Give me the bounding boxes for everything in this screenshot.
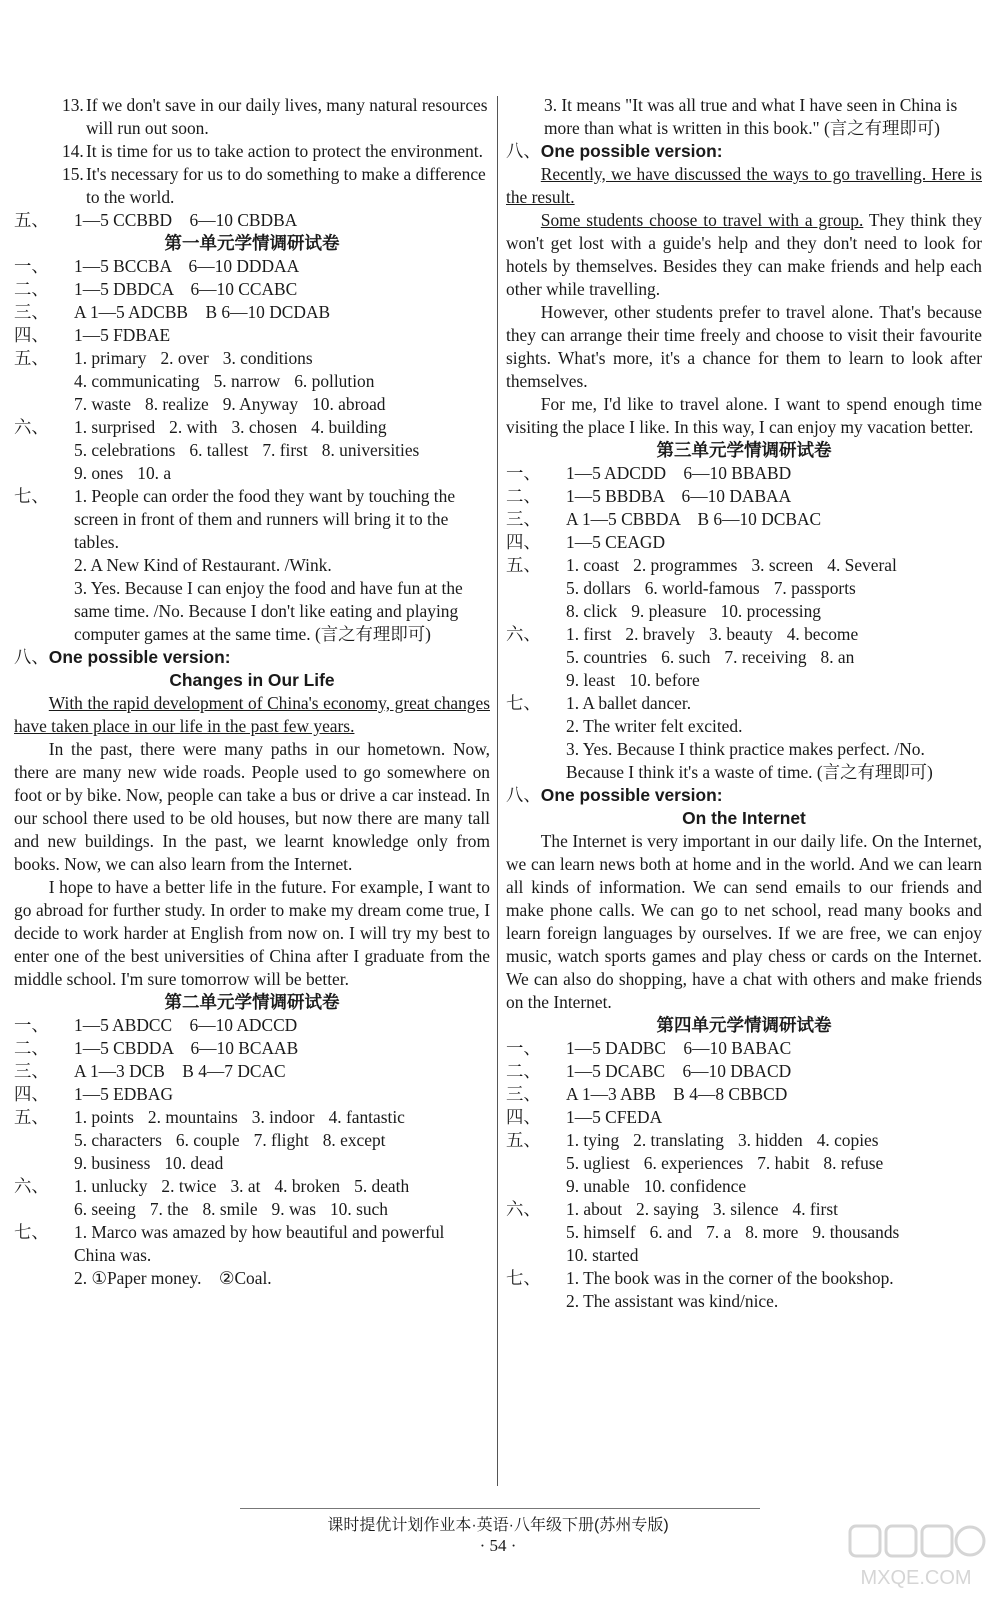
section-mark: 六、 bbox=[506, 1199, 541, 1219]
word-answer: 1. first bbox=[566, 624, 612, 644]
word-answer: 2. with bbox=[169, 417, 218, 437]
word-answer: 8. an bbox=[820, 647, 855, 667]
word-answer: 10. started bbox=[566, 1245, 639, 1265]
answer-text: It is time for us to take action to protect the environment. bbox=[86, 141, 483, 161]
word-row bbox=[506, 1198, 982, 1221]
word-answer: 7. a bbox=[706, 1222, 732, 1242]
section-mark: 四、 bbox=[506, 1107, 541, 1127]
word-row bbox=[506, 1221, 982, 1244]
question-answer bbox=[14, 554, 490, 577]
section-mark: 三、 bbox=[14, 302, 49, 322]
word-answer: 7. waste bbox=[74, 394, 131, 414]
word-answer: 8. realize bbox=[145, 394, 209, 414]
spacer bbox=[666, 463, 683, 483]
word-row bbox=[14, 370, 490, 393]
essay-text: With the rapid development of China's economy, great changes have taken place in our life in the past few years. bbox=[14, 693, 490, 736]
answer-b: 6—10 BCAAB bbox=[190, 1038, 299, 1058]
word-row bbox=[14, 1175, 490, 1198]
answer-a: A 1—3 ABB bbox=[566, 1084, 656, 1104]
word-answer: 2. programmes bbox=[633, 555, 738, 575]
word-answer: 9. thousands bbox=[812, 1222, 900, 1242]
word-list bbox=[74, 416, 387, 439]
word-answer: 6. and bbox=[649, 1222, 693, 1242]
word-answer: 9. Anyway bbox=[222, 394, 299, 414]
watermark-text: MXQE.COM bbox=[860, 1567, 972, 1589]
word-answer: 5. dollars bbox=[566, 578, 631, 598]
word-answer: 2. saying bbox=[636, 1199, 699, 1219]
word-answer: 4. building bbox=[311, 417, 387, 437]
word-answer: 3. hidden bbox=[737, 1130, 803, 1150]
answer-b: 6—10 DDDAA bbox=[188, 256, 300, 276]
numbered-answer bbox=[14, 140, 490, 163]
spacer bbox=[665, 1061, 682, 1081]
word-answer: 9. pleasure bbox=[631, 601, 707, 621]
word-answer: 5. characters bbox=[74, 1130, 162, 1150]
section-mark: 五、 bbox=[14, 1107, 49, 1127]
section-mark: 五、 bbox=[506, 1130, 541, 1150]
version-label: One possible version: bbox=[540, 141, 723, 161]
word-answer: 8. smile bbox=[202, 1199, 258, 1219]
word-answer: 1. unlucky bbox=[74, 1176, 148, 1196]
section-mark: 四、 bbox=[14, 1084, 49, 1104]
spacer bbox=[173, 279, 190, 299]
word-answer: 1. about bbox=[566, 1199, 623, 1219]
word-row bbox=[506, 646, 982, 669]
word-row bbox=[14, 1152, 490, 1175]
numbered-answer bbox=[14, 94, 490, 140]
word-row bbox=[506, 577, 982, 600]
unit-title: 第四单元学情调研试卷 bbox=[656, 1015, 832, 1035]
word-answer: 6. couple bbox=[175, 1130, 240, 1150]
answer-row bbox=[506, 485, 982, 508]
word-answer: 9. business bbox=[74, 1153, 151, 1173]
word-answer: 7. habit bbox=[757, 1153, 810, 1173]
footer-rule bbox=[240, 1508, 760, 1509]
answer-row bbox=[506, 1083, 982, 1106]
answer-number: 13. bbox=[62, 95, 84, 115]
word-answer: 3. conditions bbox=[222, 348, 313, 368]
answer-a: 1—5 ADCDD bbox=[566, 463, 667, 483]
answer-b: 6—10 BABAC bbox=[683, 1038, 792, 1058]
question-answer bbox=[506, 1290, 982, 1313]
word-list bbox=[566, 669, 700, 692]
answer-row bbox=[14, 1037, 490, 1060]
word-answer: 4. Several bbox=[827, 555, 897, 575]
section-mark: 三、 bbox=[506, 509, 541, 529]
word-row bbox=[506, 623, 982, 646]
spacer bbox=[664, 486, 681, 506]
word-answer: 7. the bbox=[149, 1199, 189, 1219]
answer-a: 1—5 CEAGD bbox=[566, 532, 666, 552]
word-answer: 7. passports bbox=[773, 578, 856, 598]
answer-b: 6—10 ADCCD bbox=[189, 1015, 298, 1035]
answer-a: 1—5 CCBBD bbox=[74, 210, 173, 230]
answer-a: 1—5 CFEDA bbox=[566, 1107, 663, 1127]
answer-text: 1. Marco was amazed by how beautiful and powerful China was. bbox=[74, 1222, 445, 1265]
answer-a: 1—5 BBDBA bbox=[566, 486, 665, 506]
answer-text: 3. It means "It was all true and what I have seen in China is more than what is written in this book." (言之有理即可) bbox=[544, 95, 958, 138]
essay-title: Changes in Our Life bbox=[169, 670, 335, 690]
watermark-logo bbox=[846, 1522, 986, 1594]
answer-text: 1. The book was in the corner of the bookshop. bbox=[566, 1268, 894, 1288]
word-row bbox=[14, 1106, 490, 1129]
essay-text: However, other students prefer to travel alone. That's because they can arrange their time freely and choose to visit their favourite sights. What's more, it's a chance for them to learn to look after themselves. bbox=[506, 302, 982, 391]
word-answer: 8. except bbox=[322, 1130, 386, 1150]
word-answer: 7. first bbox=[262, 440, 308, 460]
essay-paragraph bbox=[14, 692, 490, 738]
answer-number: 15. bbox=[62, 164, 84, 184]
answer-a: 1—5 BCCBA bbox=[74, 256, 172, 276]
word-answer: 4. first bbox=[792, 1199, 838, 1219]
word-answer: 1. primary bbox=[74, 348, 147, 368]
unit-title: 第一单元学情调研试卷 bbox=[164, 233, 340, 253]
answer-text: 2. ①Paper money. ②Coal. bbox=[74, 1268, 272, 1288]
word-answer: 2. bravely bbox=[625, 624, 695, 644]
word-answer: 10. such bbox=[329, 1199, 388, 1219]
word-list bbox=[74, 439, 419, 462]
word-answer: 8. universities bbox=[321, 440, 420, 460]
word-answer: 4. fantastic bbox=[328, 1107, 405, 1127]
answer-a: 1—5 ABDCC bbox=[74, 1015, 173, 1035]
left-column bbox=[14, 94, 490, 1290]
answer-b: 6—10 CBDBA bbox=[189, 210, 298, 230]
word-answer: 1. points bbox=[74, 1107, 134, 1127]
word-list bbox=[566, 1198, 838, 1221]
answer-b: B 4—7 DCAC bbox=[182, 1061, 286, 1081]
section-mark: 一、 bbox=[14, 256, 49, 276]
answer-text: 2. A New Kind of Restaurant. /Wink. bbox=[74, 555, 332, 575]
essay-title: On the Internet bbox=[682, 808, 806, 828]
section-mark: 一、 bbox=[506, 1038, 541, 1058]
word-answer: 5. ugliest bbox=[566, 1153, 630, 1173]
answer-text: 1. A ballet dancer. bbox=[566, 693, 692, 713]
answer-row bbox=[14, 1014, 490, 1037]
word-row bbox=[506, 1129, 982, 1152]
word-answer: 10. abroad bbox=[312, 394, 386, 414]
answer-a: 1—5 DADBC bbox=[566, 1038, 667, 1058]
section-mark: 七、 bbox=[14, 1222, 49, 1242]
section-mark: 三、 bbox=[14, 1061, 49, 1081]
section-mark: 六、 bbox=[14, 417, 49, 437]
section-mark: 六、 bbox=[14, 1176, 49, 1196]
word-answer: 5. himself bbox=[566, 1222, 636, 1242]
word-list bbox=[74, 1106, 405, 1129]
word-answer: 6. tallest bbox=[189, 440, 249, 460]
word-row bbox=[506, 1175, 982, 1198]
answer-row bbox=[14, 301, 490, 324]
spacer bbox=[172, 210, 189, 230]
essay-paragraph bbox=[506, 393, 982, 439]
word-answer: 9. ones bbox=[74, 463, 124, 483]
question-answer bbox=[506, 692, 982, 715]
section-mark: 一、 bbox=[14, 1015, 49, 1035]
section-mark: 二、 bbox=[506, 486, 541, 506]
word-list bbox=[74, 462, 171, 485]
section-mark: 二、 bbox=[14, 279, 49, 299]
essay bbox=[506, 830, 982, 1014]
essay-paragraph bbox=[506, 163, 982, 209]
essay-text: In the past, there were many paths in our hometown. Now, there are many new wide roads. People used to go somewhere on foot or by bike. Now, people can take a bus or drive a car instead. In our school there used to be old houses, but now there are many tall and new buildings. In the past, we learnt knowledge only from books. Now, we can also learn from the Internet. bbox=[14, 739, 490, 874]
spacer bbox=[188, 302, 205, 322]
spacer bbox=[666, 1038, 683, 1058]
word-row bbox=[506, 1152, 982, 1175]
word-list bbox=[566, 600, 821, 623]
section-mark: 七、 bbox=[506, 1268, 541, 1288]
answer-row bbox=[14, 1060, 490, 1083]
word-answer: 3. at bbox=[230, 1176, 261, 1196]
word-answer: 7. flight bbox=[253, 1130, 309, 1150]
answer-row bbox=[506, 462, 982, 485]
essay-text: Some students choose to travel with a group. bbox=[540, 210, 864, 230]
word-answer: 8. refuse bbox=[823, 1153, 884, 1173]
answer-b: 6—10 CCABC bbox=[190, 279, 298, 299]
question-answer bbox=[506, 715, 982, 738]
essay-text: The Internet is very important in our daily life. On the Internet, we can learn news both at home and in the world. And we can learn all kinds of information. We can send emails to our friends and make phone calls. We can go to net school, read many books and learn foreign languages by ourselves. If we are free, we can enjoy music, watch sports games and play chess or cards on the Internet. We can also do shopping, have a chat with others and make friends on the Internet. bbox=[506, 831, 982, 1012]
right-column bbox=[506, 94, 982, 1313]
word-list bbox=[566, 1152, 883, 1175]
word-answer: 4. broken bbox=[274, 1176, 341, 1196]
word-row bbox=[14, 393, 490, 416]
section-mark: 八、 bbox=[506, 141, 541, 161]
word-list bbox=[74, 347, 313, 370]
question-answer bbox=[14, 1267, 490, 1290]
answer-text: 3. Yes. Because I think practice makes perfect. /No. Because I think it's a waste of time. (言之有理即可) bbox=[566, 739, 933, 782]
spacer bbox=[656, 1084, 673, 1104]
column-divider bbox=[497, 96, 498, 1486]
word-answer: 7. receiving bbox=[724, 647, 807, 667]
word-answer: 2. mountains bbox=[147, 1107, 238, 1127]
question-answer bbox=[14, 577, 490, 646]
essay-text: I hope to have a better life in the future. For example, I want to go abroad for further study. In order to make my dream come true, I decide to work harder at English from now on. I will try my best to enter one of the best universities of China after I graduate from the middle school. I'm sure tomorrow will be better. bbox=[14, 877, 490, 989]
spacer bbox=[173, 1038, 190, 1058]
word-answer: 4. communicating bbox=[74, 371, 200, 391]
answer-row bbox=[14, 1083, 490, 1106]
essay-paragraph bbox=[14, 738, 490, 876]
essay-text: Recently, we have discussed the ways to go travelling. Here is the result. bbox=[506, 164, 982, 207]
word-answer: 10. processing bbox=[720, 601, 821, 621]
section-mark: 二、 bbox=[14, 1038, 49, 1058]
word-list bbox=[74, 1152, 223, 1175]
answer-b: 6—10 BBABD bbox=[683, 463, 792, 483]
numbered-answer bbox=[14, 163, 490, 209]
unit-title: 第二单元学情调研试卷 bbox=[164, 992, 340, 1012]
spacer bbox=[172, 1015, 189, 1035]
word-answer: 3. screen bbox=[751, 555, 814, 575]
essay-text: They think they won't get lost with a guide's help and they don't need to look for hotels by themselves. Besides they can make friends and help each other while travelling. bbox=[506, 210, 982, 299]
word-answer: 9. was bbox=[271, 1199, 316, 1219]
word-answer: 6. such bbox=[661, 647, 711, 667]
essay-paragraph bbox=[14, 876, 490, 991]
word-answer: 5. narrow bbox=[213, 371, 281, 391]
essay bbox=[506, 163, 982, 439]
section-mark: 八、 bbox=[14, 647, 49, 667]
spacer bbox=[165, 1061, 182, 1081]
answer-b: 6—10 DBACD bbox=[682, 1061, 792, 1081]
word-answer: 1. coast bbox=[566, 555, 620, 575]
version-row bbox=[506, 784, 982, 807]
word-row bbox=[14, 347, 490, 370]
word-list bbox=[566, 1175, 746, 1198]
answer-row bbox=[14, 255, 490, 278]
section-mark: 七、 bbox=[506, 693, 541, 713]
word-answer: 5. countries bbox=[566, 647, 648, 667]
question-answer bbox=[506, 1267, 982, 1290]
word-row bbox=[506, 554, 982, 577]
word-answer: 4. copies bbox=[816, 1130, 879, 1150]
word-answer: 10. before bbox=[629, 670, 700, 690]
answer-number: 14. bbox=[62, 141, 84, 161]
essay-paragraph bbox=[506, 830, 982, 1014]
answer-row bbox=[506, 1106, 982, 1129]
section-mark: 二、 bbox=[506, 1061, 541, 1081]
word-list bbox=[74, 393, 386, 416]
section-mark: 八、 bbox=[506, 785, 541, 805]
essay-paragraph bbox=[506, 209, 982, 301]
word-list bbox=[566, 1221, 899, 1244]
word-answer: 3. beauty bbox=[708, 624, 773, 644]
answer-row bbox=[506, 531, 982, 554]
word-answer: 4. become bbox=[786, 624, 859, 644]
version-row bbox=[14, 646, 490, 669]
word-list bbox=[566, 623, 858, 646]
word-list bbox=[566, 1244, 638, 1267]
word-row bbox=[14, 1198, 490, 1221]
version-label: One possible version: bbox=[540, 785, 723, 805]
word-answer: 9. least bbox=[566, 670, 616, 690]
answer-b: B 6—10 DCDAB bbox=[205, 302, 331, 322]
word-answer: 6. experiences bbox=[643, 1153, 744, 1173]
unit-title: 第三单元学情调研试卷 bbox=[656, 440, 832, 460]
word-answer: 2. over bbox=[160, 348, 209, 368]
word-list bbox=[74, 370, 374, 393]
word-answer: 5. celebrations bbox=[74, 440, 176, 460]
word-row bbox=[14, 439, 490, 462]
page-number: · 54 · bbox=[479, 1536, 517, 1555]
section-mark: 五、 bbox=[14, 210, 49, 230]
answer-row bbox=[14, 324, 490, 347]
answer-text: 1. People can order the food they want by touching the screen in front of them and runners will bring it to the tables. bbox=[74, 486, 456, 552]
word-row bbox=[506, 669, 982, 692]
section-mark: 四、 bbox=[14, 325, 49, 345]
spacer bbox=[171, 256, 188, 276]
word-answer: 1. surprised bbox=[74, 417, 156, 437]
section-mark: 五、 bbox=[506, 555, 541, 575]
answer-row bbox=[506, 508, 982, 531]
answer-a: 1—5 CBDDA bbox=[74, 1038, 174, 1058]
answer-text: 3. Yes. Because I can enjoy the food and have fun at the same time. /No. Because I don't like eating and playing computer games at the same time. (言之有理即可) bbox=[74, 578, 463, 644]
word-answer: 2. twice bbox=[161, 1176, 217, 1196]
answer-b: B 6—10 DCBAC bbox=[697, 509, 822, 529]
word-answer: 8. click bbox=[566, 601, 618, 621]
word-list bbox=[566, 1129, 879, 1152]
essay bbox=[14, 692, 490, 991]
word-list bbox=[566, 646, 854, 669]
word-answer: 10. a bbox=[137, 463, 172, 483]
answer-a: A 1—5 ADCBB bbox=[74, 302, 189, 322]
answer-row bbox=[14, 278, 490, 301]
question-answer bbox=[14, 1221, 490, 1267]
word-row bbox=[506, 600, 982, 623]
word-row bbox=[14, 462, 490, 485]
answer-text: 2. The writer felt excited. bbox=[566, 716, 743, 736]
word-list bbox=[74, 1129, 385, 1152]
question-answer bbox=[506, 94, 982, 140]
question-answer bbox=[506, 738, 982, 784]
answer-a: 1—5 EDBAG bbox=[74, 1084, 174, 1104]
word-answer: 9. unable bbox=[566, 1176, 630, 1196]
answer-a: 1—5 FDBAE bbox=[74, 325, 171, 345]
version-label: One possible version: bbox=[48, 647, 231, 667]
answer-row bbox=[506, 1037, 982, 1060]
word-list bbox=[74, 1198, 388, 1221]
section-mark: 六、 bbox=[506, 624, 541, 644]
answer-a: A 1—5 CBBDA bbox=[566, 509, 681, 529]
section-mark: 七、 bbox=[14, 486, 49, 506]
answer-b: 6—10 DABAA bbox=[681, 486, 792, 506]
answer-text: It's necessary for us to do something to make a difference to the world. bbox=[86, 164, 486, 207]
version-row bbox=[506, 140, 982, 163]
spacer bbox=[680, 509, 697, 529]
word-answer: 5. death bbox=[354, 1176, 410, 1196]
essay-paragraph bbox=[506, 301, 982, 393]
word-answer: 6. pollution bbox=[294, 371, 375, 391]
word-row bbox=[506, 1244, 982, 1267]
word-list bbox=[566, 577, 856, 600]
section-mark: 四、 bbox=[506, 532, 541, 552]
word-answer: 3. indoor bbox=[251, 1107, 315, 1127]
word-answer: 10. dead bbox=[164, 1153, 224, 1173]
question-answer bbox=[14, 485, 490, 554]
essay-text: For me, I'd like to travel alone. I want to spend enough time visiting the place I like. In this way, I can enjoy my vacation better. bbox=[506, 394, 982, 437]
word-answer: 8. more bbox=[745, 1222, 799, 1242]
answer-b: B 4—8 CBBCD bbox=[673, 1084, 788, 1104]
word-answer: 3. chosen bbox=[231, 417, 298, 437]
word-row bbox=[14, 416, 490, 439]
footer-title: 课时提优计划作业本·英语·八年级下册(苏州专版) bbox=[327, 1517, 669, 1534]
word-answer: 6. seeing bbox=[74, 1199, 136, 1219]
answer-text: 2. The assistant was kind/nice. bbox=[566, 1291, 779, 1311]
word-answer: 2. translating bbox=[633, 1130, 724, 1150]
word-answer: 6. world-famous bbox=[644, 578, 760, 598]
word-answer: 3. silence bbox=[712, 1199, 779, 1219]
word-list bbox=[74, 1175, 409, 1198]
section-mark: 五、 bbox=[14, 348, 49, 368]
section-mark: 一、 bbox=[506, 463, 541, 483]
answer-row bbox=[506, 1060, 982, 1083]
answer-row bbox=[14, 209, 490, 232]
section-mark: 三、 bbox=[506, 1084, 541, 1104]
word-row bbox=[14, 1129, 490, 1152]
answer-a: 1—5 DBDCA bbox=[74, 279, 174, 299]
word-list bbox=[566, 554, 897, 577]
word-answer: 1. tying bbox=[566, 1130, 620, 1150]
answer-a: A 1—3 DCB bbox=[74, 1061, 165, 1081]
answer-a: 1—5 DCABC bbox=[566, 1061, 666, 1081]
word-answer: 10. confidence bbox=[643, 1176, 747, 1196]
answer-text: If we don't save in our daily lives, many natural resources will run out soon. bbox=[86, 95, 488, 138]
